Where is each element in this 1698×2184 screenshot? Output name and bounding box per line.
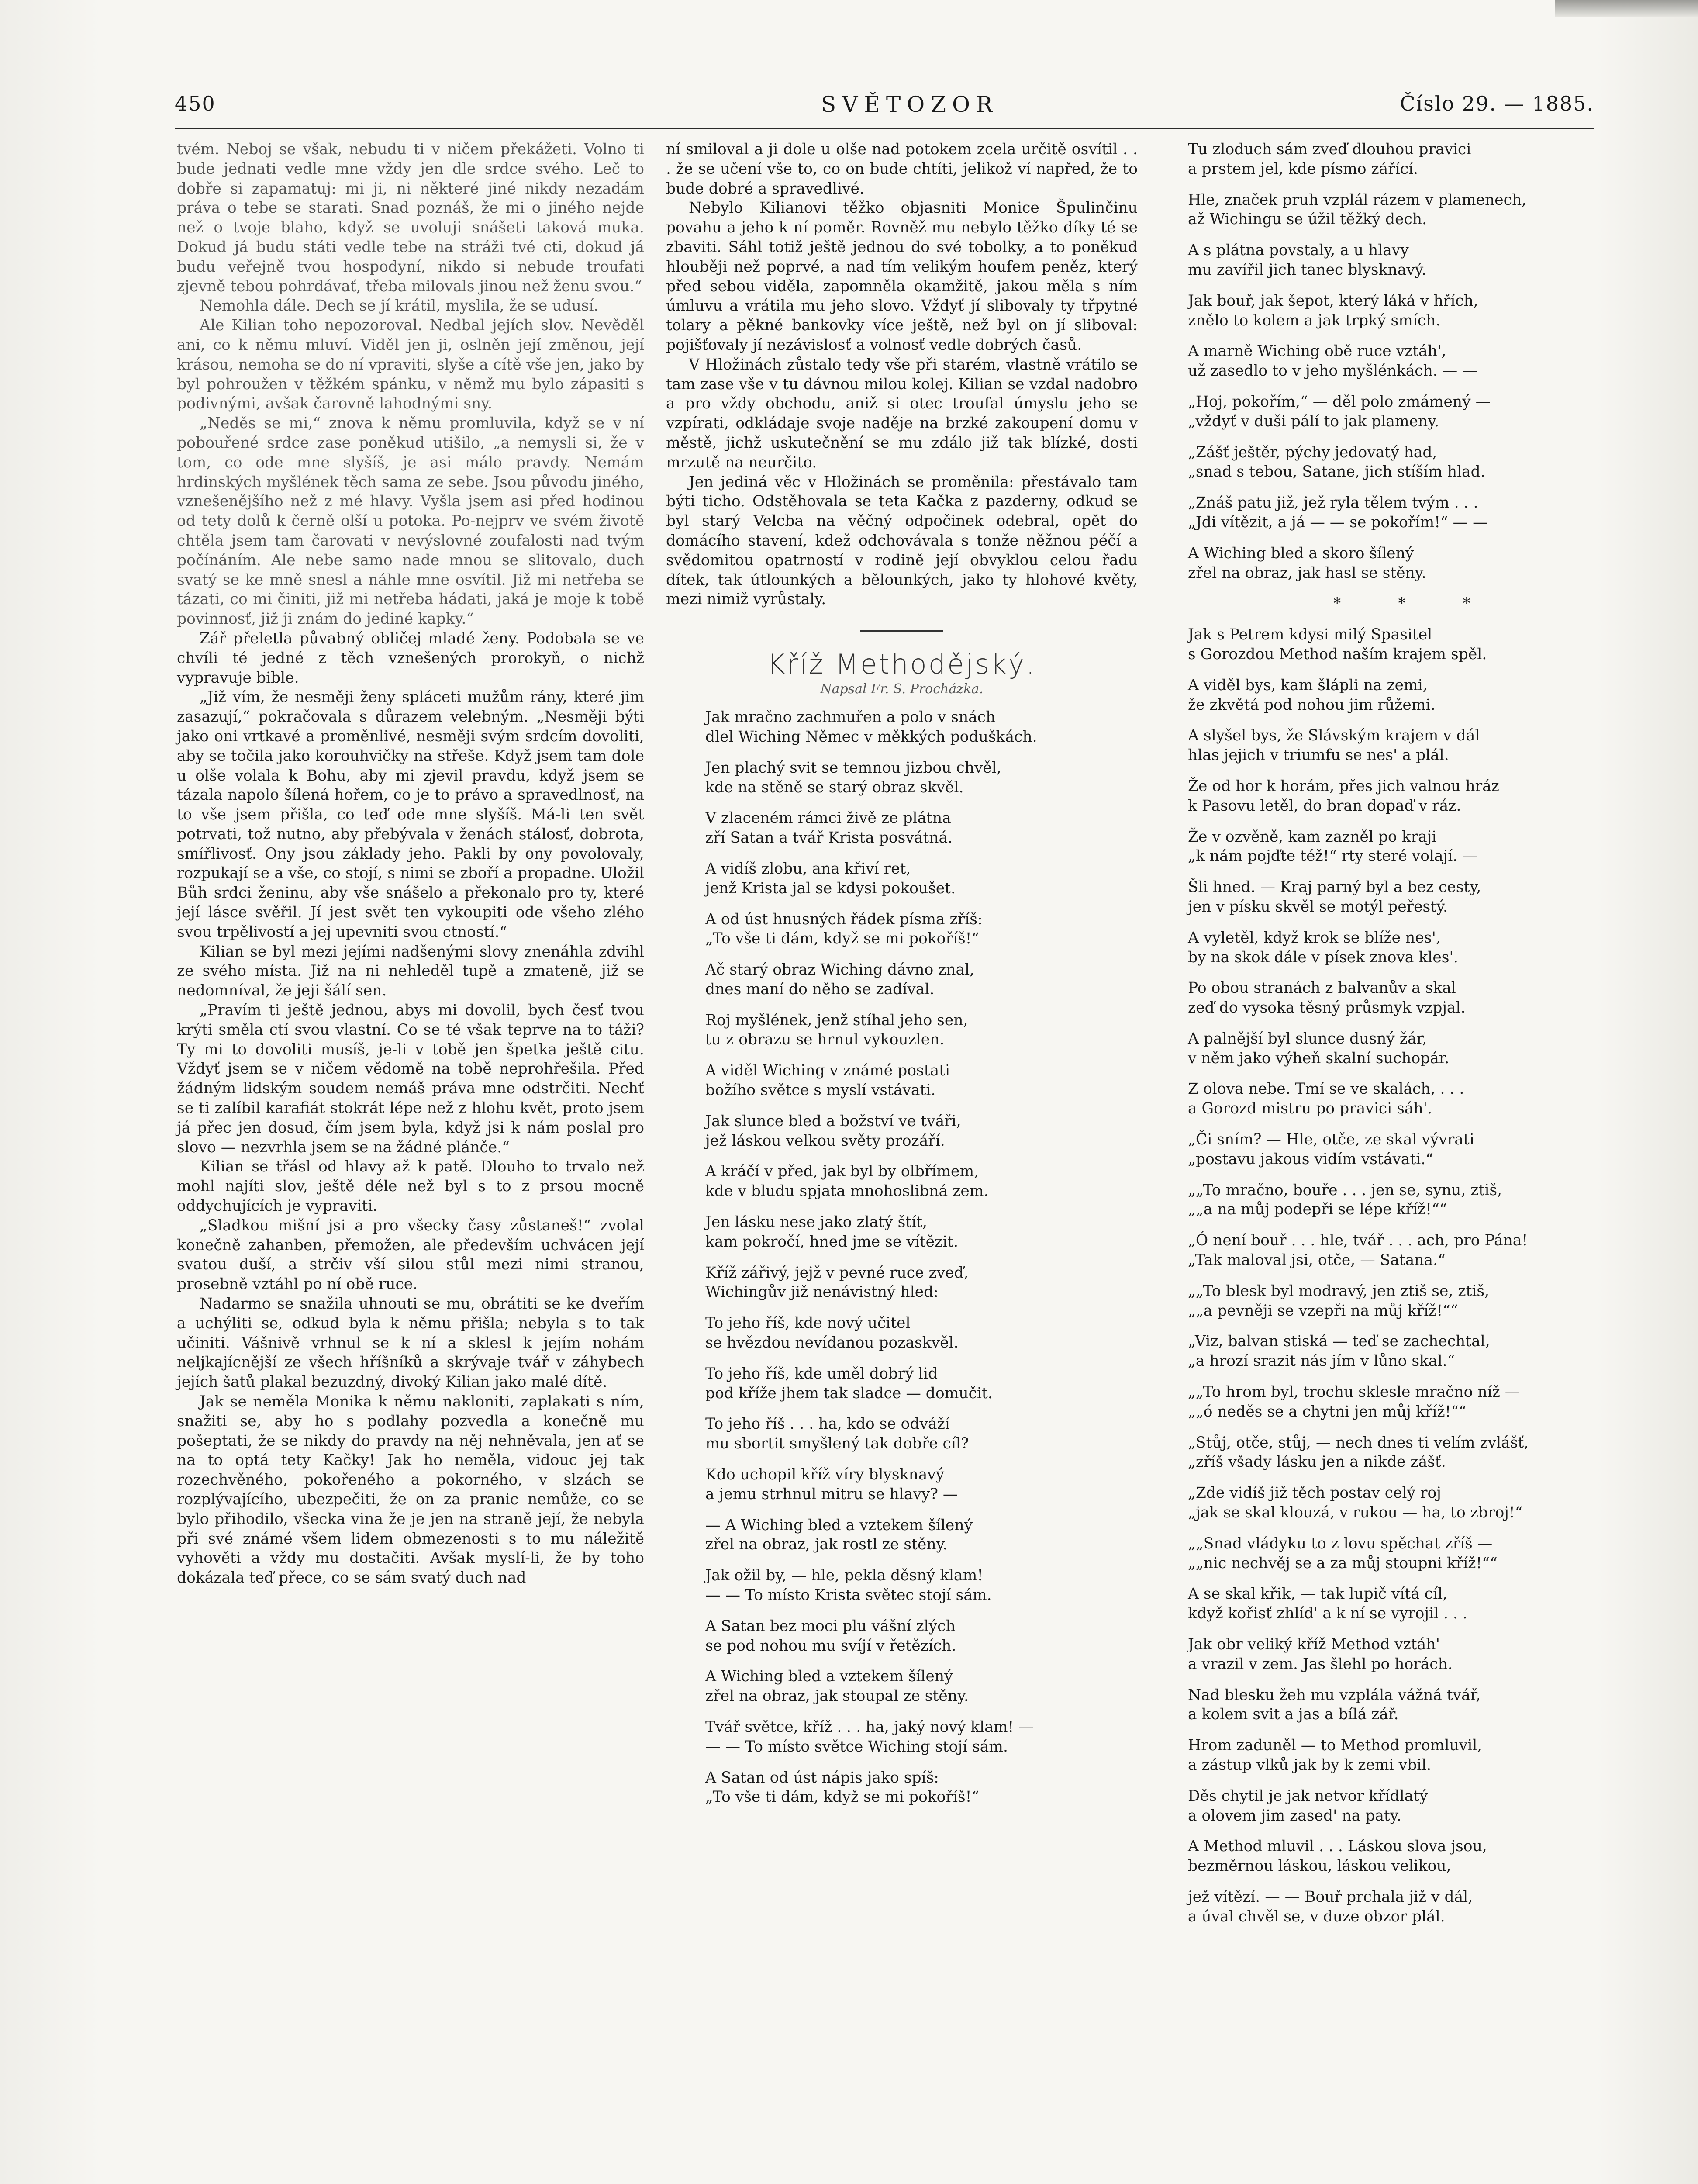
poem-line: božího světce s myslí vstávati. <box>705 1082 936 1099</box>
poem-line: „„To mračno, bouře . . . jen se, synu, ztiš, <box>1188 1181 1502 1199</box>
poem-line: zřel na obraz, jak stoupal ze stěny. <box>705 1687 969 1705</box>
poem-line: A viděl Wiching v známé postati <box>705 1062 950 1080</box>
poem-stanza <box>666 1263 1138 1303</box>
poem-line: Tu zloduch sám zveď dlouhou pravici <box>1188 141 1471 158</box>
poem-line: a vrazil v zem. Jas šlehl po horách. <box>1188 1655 1453 1673</box>
poem-line: A kráčí v před, jak byl by olbřímem, <box>705 1163 979 1181</box>
poem-line: „Znáš patu již, jež ryla tělem tvým . . . <box>1188 494 1478 512</box>
poem-line: „zříš všady lásku jen a nikde zášť. <box>1188 1453 1446 1471</box>
poem-stanza <box>666 1667 1138 1706</box>
poem-line: tu z obrazu se hrnul vykouzlen. <box>705 1031 945 1049</box>
poem-stanza <box>1188 443 1642 482</box>
poem-line: „vždyť v duši pálí to jak plameny. <box>1188 412 1439 430</box>
poem-stanza <box>1188 1635 1642 1674</box>
paragraph: V Hložinách zůstalo tedy vše při starém, vlastně vrátilo se tam zase vše v tu dávnou milou kolej. Kilian se vzdal nadobro a pro vždy obchodu, aniž si otec troufal úmyslu jeho se vzpírati, odkládaje svoje naděje na brzké zakoupení domu v městě, jichž uskutečnění se mu zdálo již tak blízké, dosti mrzutě na neurčito. <box>666 356 1138 471</box>
poem-line: kam pokročí, hned jme se vítězit. <box>705 1233 959 1251</box>
section-stars: * * * <box>1333 595 1497 613</box>
poem-stanza <box>1188 190 1642 230</box>
poem-line: a olovem jim zased' na paty. <box>1188 1807 1401 1825</box>
poem-line: Jak obr veliký kříž Method vztáh' <box>1188 1636 1440 1654</box>
poem-line: zřel na obraz, jak rostl ze stěny. <box>705 1536 948 1554</box>
poem-line: že zkvětá pod nohou jim růžemi. <box>1188 696 1436 714</box>
poem-line: Tvář světce, kříž . . . ha, jaký nový klam! — <box>705 1718 1034 1736</box>
poem-line: „„a na můj podepři se lépe kříž!““ <box>1188 1201 1447 1219</box>
poem-line: a Gorozd mistru po pravici sáh'. <box>1188 1100 1432 1118</box>
poem-line: mu sbortit smyšlený tak dobře cíl? <box>705 1435 969 1453</box>
poem-title: Kříž Methodějský. <box>767 648 1037 681</box>
poem-line: „„Snad vládyku to z lovu spěchat zříš — <box>1188 1534 1493 1552</box>
column-middle <box>666 140 1138 1818</box>
poem-line: pod kříže jhem tak sladce — domučit. <box>705 1384 993 1402</box>
poem-stanza <box>1188 493 1642 532</box>
poem-line: To jeho říš, kde nový učitel <box>705 1314 911 1332</box>
poem-line: „Hoj, pokořím,“ — děl polo zmámený — <box>1188 393 1491 411</box>
poem-line: A se skal křik, — tak lupič vítá cíl, <box>1188 1585 1448 1603</box>
poem-line: se hvězdou nevídanou pozaskvěl. <box>705 1334 959 1352</box>
poem-line: V zlaceném rámci živě ze plátna <box>705 809 951 827</box>
poem-stanza <box>1188 1483 1642 1523</box>
poem-line: dlel Wiching Němec v měkkých poduškách. <box>705 728 1037 746</box>
poem-line: a prstem jel, kde písmo zářící. <box>1188 160 1418 178</box>
poem-line: „„a pevněji se vzepři na můj kříž!““ <box>1188 1302 1458 1320</box>
column-left <box>177 140 644 1588</box>
poem-stanza <box>666 809 1138 848</box>
poem-stanza <box>1188 1079 1642 1119</box>
poem-line: zřel na obraz, jak hasl se stěny. <box>1188 564 1426 582</box>
poem-stanza <box>1188 1181 1642 1220</box>
poem-line: „snad s tebou, Satane, jich stíším hlad. <box>1188 463 1485 481</box>
poem-line: Jen plachý svit se temnou jizbou chvěl, <box>705 759 1001 777</box>
poem-stanza <box>1188 1433 1642 1472</box>
poem-line: a zástup vlků jak by k zemi vbil. <box>1188 1756 1432 1774</box>
poem-stanza <box>1188 1332 1642 1371</box>
paragraph: „Pravím ti ještě jednou, abys mi dovolil, bych česť tvou krýti směla ctí svou vlastní. Co se té však teprve na to táži? Ty mi to dovoliti musíš, je-li v tobě jen špetka ještě citu. Vždyť jsem se v ničem vědomě na tobě neprohřešila. Před žádným lidským soudem nemáš práva mne odstrčiti. Nechť se ti zalíbil karafiát stokrát lépe než z hlohu květ, proto jsem já přec jen dosud, čím jsem byla, když jsi k nám poslal pro slovo — nezvrhla jsem se na žádné plánče.“ <box>177 1002 644 1156</box>
poem-stanza <box>1188 726 1642 765</box>
paragraph: Kilian se třásl od hlavy až k patě. Dlouho to trvalo než mohl najíti slov, ještě déle než byl s to z prsou mocně oddychujících je vypraviti. <box>177 1158 644 1215</box>
paragraph: „Sladkou mišní jsi a pro všecky časy zůstaneš!“ zvolal konečně zahanben, přemožen, ale především uchvácen její svatou duší, a strčiv vší silou stůl mezi nimi stranou, prosebně vztáhl po ní obě ruce. <box>177 1216 644 1293</box>
poem-line: kde na stěně se starý obraz skvěl. <box>705 778 964 796</box>
poem-line: Kříž zářivý, jejž v pevné ruce zveď, <box>705 1264 969 1282</box>
poem-line: To jeho říš, kde uměl dobrý lid <box>705 1365 938 1382</box>
poem-stanza <box>666 859 1138 898</box>
poem-line: A marně Wiching obě ruce vztáh', <box>1188 342 1446 360</box>
poem-stanza <box>1188 1534 1642 1573</box>
paragraph: Kilian se byl mezi jejími nadšenými slovy znenáhla zdvihl ze svého místa. Již na ni nehleděl tupě a zmateně, již se nedomníval, že jeji šálí sen. <box>177 943 644 1000</box>
paragraph: „Neděs se mi,“ znova k němu promluvila, když se v ní pobouřené srdce zase poněkud utišilo, „a nemysli si, že v tom, co ode mne slyšíš, je asi málo pravdy. Nemám hrdinských myšlének těch sama ze sebe. Jsou původu jiného, vznešenějšího než z mé hlavy. Vyšla jsem asi před hodinou od tety dolů k černě olší u potoka. Po-nejprv ve svém životě chtěla jsem tam čarovati v nevýslovné zoufalosti nad tvým počínáním. Ale nebe samo nade mnou se slitovalo, duch svatý se ke mně snesl a náhle mne osvítil. Již mi netřeba se tázati, co mi činiti, již mi netřeba hádati, jaká je moje k tobě povinnosť, již ji znám do jediné kapky.“ <box>177 415 644 628</box>
poem-stanza <box>1188 978 1642 1018</box>
poem-line: A s plátna povstaly, a u hlavy <box>1188 242 1409 259</box>
poem-line: A Method mluvil . . . Láskou slova jsou, <box>1188 1838 1487 1856</box>
poem-line: A viděl bys, kam šlápli na zemi, <box>1188 676 1428 694</box>
poem-line: až Wichingu se úžil těžký dech. <box>1188 211 1427 228</box>
poem-line: Že od hor k horám, přes jich valnou hráz <box>1188 777 1499 795</box>
poem-stanza <box>1188 544 1642 583</box>
poem-line: „Tak maloval jsi, otče, — Satana.“ <box>1188 1251 1446 1269</box>
poem-line: a jemu strhnul mitru se hlavy? — <box>705 1485 958 1503</box>
page-number: 450 <box>175 92 216 115</box>
issue-label: Číslo 29. — 1885. <box>1400 92 1594 115</box>
poem-stanza <box>666 1414 1138 1454</box>
poem-line: „k nám pojďte též!“ rty steré volají. — <box>1188 847 1477 865</box>
poem-line: už zasedlo to v jeho myšlénkách. — — <box>1188 362 1477 380</box>
poem-line: znělo to kolem a jak trpký smích. <box>1188 311 1441 329</box>
poem-stanza <box>666 1364 1138 1403</box>
poem-line: „a hrozí srazit nás jím v lůno skal.“ <box>1188 1352 1455 1370</box>
poem-stanza <box>1188 928 1642 968</box>
poem-stanza <box>666 708 1138 747</box>
poem-line: s Gorozdou Method naším krajem spěl. <box>1188 645 1487 663</box>
story-conclusion <box>666 140 1138 609</box>
poem-line: A slyšel bys, že Slávským krajem v dál <box>1188 727 1480 745</box>
poem-line: jež vítězí. — — Bouř prchala již v dál, <box>1188 1888 1473 1906</box>
poem-line: Ač starý obraz Wiching dávno znal, <box>705 961 975 979</box>
poem-stanza <box>1188 291 1642 331</box>
poem-stanza <box>666 1617 1138 1656</box>
poem-stanza <box>1188 140 1642 179</box>
poem-stanza <box>666 758 1138 798</box>
section-divider <box>860 630 943 632</box>
column-right <box>1188 140 1642 1938</box>
poem-stanza <box>666 1313 1138 1353</box>
poem-stanza <box>666 960 1138 999</box>
poem-line: „postavu jakous vidím vstávati.“ <box>1188 1150 1433 1168</box>
page-edge-shadow <box>1555 0 1698 17</box>
poem-stanza <box>1188 1231 1642 1270</box>
poem-stanza <box>666 1768 1138 1807</box>
paragraph: Nemohla dále. Dech se jí krátil, myslila, že se udusí. <box>200 297 599 315</box>
poem-body-part-1 <box>666 708 1138 1807</box>
poem-line: Wichingův již nenávistný hled: <box>705 1283 939 1301</box>
poem-line: Po obou stranách z balvanův a skal <box>1188 979 1456 997</box>
poem-line: To jeho říš . . . ha, kdo se odváží <box>705 1415 950 1433</box>
paragraph: Zář přeletla půvabný obličej mladé ženy. Podobala se ve chvíli té jedné z těch vznešených prorokyň, o nichž vypravuje bible. <box>177 629 644 687</box>
poem-line: A vidíš zlobu, ana křiví ret, <box>705 860 911 878</box>
poem-line: zří Satan a tvář Krista posvátná. <box>705 829 953 847</box>
poem-line: „Stůj, otče, stůj, — nech dnes ti velím zvlášť, <box>1188 1434 1529 1451</box>
poem-stanza <box>1188 1029 1642 1068</box>
publication-title: SVĚTOZOR <box>821 92 999 117</box>
poem-line: „Zde vidíš již těch postav celý roj <box>1188 1484 1441 1502</box>
poem-stanza <box>666 1162 1138 1201</box>
poem-stanza <box>1188 777 1642 816</box>
paragraph: Nadarmo se snažila uhnouti se mu, obrátiti se ke dveřím a uchýliti se, odkud byla k němu přišla; nebyla s to tak učiniti. Vášnivě vrhnul se k ní a sklesl k jejím nohám neljkajícnější ze všech hříšníků a skrývaje tvář v záhybech jejích šatů plakal bezuzdný, divoký Kilian jako malé dítě. <box>177 1295 644 1391</box>
poem-line: „To vše ti dám, když se mi pokoříš!“ <box>705 930 980 948</box>
poem-stanza <box>1188 1736 1642 1775</box>
poem-line: „jak se skal klouzá, v rukou — ha, to zbroj!“ <box>1188 1504 1523 1522</box>
poem-line: A vyletěl, když krok se blíže nes', <box>1188 929 1441 947</box>
poem-line: A Satan bez moci plu vášní zlých <box>705 1617 956 1635</box>
poem-line: Jak slunce bled a božství ve tváři, <box>705 1112 961 1130</box>
poem-line: Šli hned. — Kraj parný byl a bez cesty, <box>1188 878 1481 896</box>
poem-stanza <box>1188 1130 1642 1169</box>
poem-line: Hrom zaduněl — to Method promluvil, <box>1188 1737 1482 1755</box>
poem-line: Děs chytil je jak netvor křídlatý <box>1188 1787 1428 1805</box>
poem-stanza <box>666 1011 1138 1050</box>
poem-body-part-3 <box>1188 625 1642 1926</box>
paragraph: „Již vím, že nesměji ženy spláceti mužům rány, které jim zasazují,“ pokračovala s důrazem velebným. „Nesměji býti jako oni vrtkavé a proměnlivé, nesměji svým srdcím dovoliti, aby se točila jako korouhvičky na střeše. Když jsem tam dole u olše volala k Bohu, aby mi zjevil pravdu, když jsem se tázala napolo šílená hořem, co je to právo a spravedlnosť, na to vše jsem přišla, co teď ode mne slyšíš. Má-li ten svět potrvati, tož nutno, aby přebývala v ženách stálosť, dobrota, smířlivosť. Ony jsou základy jeho. Pakli by ony povolovaly, rozpukají se a vše, co stojí, s nimi se zboří a propadne. Uložil Bůh srdci ženinu, aby vše snášelo a překonalo pro ty, které její lásce svěřil. Jí jest svět ten vykoupiti ode všeho zlého svou trpělivostí a jej upevniti svou ctností.“ <box>177 688 644 941</box>
poem-line: A Satan od úst nápis jako spíš: <box>705 1769 939 1787</box>
poem-line: „„ó neděs se a chytni jen můj kříž!““ <box>1188 1403 1467 1420</box>
poem-line: Z olova nebe. Tmí se ve skalách, . . . <box>1188 1080 1464 1098</box>
poem-stanza <box>666 1465 1138 1504</box>
poem-line: Kdo uchopil kříž víry blysknavý <box>705 1466 945 1484</box>
poem-line: „To vše ti dám, když se mi pokoříš!“ <box>705 1788 980 1806</box>
poem-stanza <box>1188 342 1642 381</box>
poem-line: „Viz, balvan stiská — teď se zachechtal, <box>1188 1333 1490 1351</box>
poem-line: Že v ozvěně, kam zazněl po kraji <box>1188 828 1437 846</box>
poem-line: Jak mračno zachmuřen a polo v snách <box>705 708 996 726</box>
poem-byline: Napsal Fr. S. Procházka. <box>820 681 984 697</box>
poem-stanza <box>1188 241 1642 280</box>
poem-line: zeď do vysoka těsný průsmyk vzpjal. <box>1188 999 1466 1017</box>
poem-line: „Zášť ještěr, pýchy jedovatý had, <box>1188 443 1437 461</box>
poem-stanza <box>666 1566 1138 1605</box>
poem-stanza <box>1188 1837 1642 1876</box>
poem-line: když kořisť zhlíd' a k ní se vyrojil . . . <box>1188 1605 1467 1623</box>
poem-stanza <box>1188 1584 1642 1624</box>
poem-stanza <box>666 1112 1138 1151</box>
poem-line: Jak bouř, jak šepot, který láká v hřích, <box>1188 292 1478 310</box>
poem-line: „Jdi vítězit, a já — — se pokořím!“ — — <box>1188 513 1488 531</box>
paragraph: ní smiloval a ji dole u olše nad potokem zcela určitě osvítil . . . že se učení vše to, co on bude chtíti, jelikož ví napřed, že to bude dobré a spravedlivé. <box>666 141 1138 197</box>
poem-line: se pod nohou mu svíjí v řetězích. <box>705 1637 956 1655</box>
poem-stanza <box>1188 676 1642 715</box>
paragraph: Nebylo Kilianovi těžko objasniti Monice Špulinčinu povahu a jeho k ní poměr. Rovněž mu nebylo těžko díky té se zbaviti. Sáhl totiž ještě jednou do své tobolky, a to poněkud hlouběji než poprvé, a nad tím velikým houfem peněz, který před sebou viděla, zapomněla okamžitě, jakou měla s ním úmluvu a vrátila mu jeho slovo. Vždyť jí slibovaly ty třpytné tolary a pěkné bankovky více ještě, než byl on jí sliboval: pojišťovaly jí nezávislosť a volnosť vedle dobrých časů. <box>666 199 1138 354</box>
poem-line: Jen lásku nese jako zlatý štít, <box>705 1213 927 1231</box>
poem-stanza <box>1188 1382 1642 1422</box>
poem-line: a kolem svit a jas a bílá zář. <box>1188 1706 1399 1724</box>
poem-line: mu zavířil jich tanec blysknavý. <box>1188 261 1426 279</box>
poem-line: „Či sním? — Hle, otče, ze skal vývrati <box>1188 1131 1474 1149</box>
poem-line: dnes maní do něho se zadíval. <box>705 980 935 998</box>
poem-line: jen v písku skvěl se motýl peřestý. <box>1188 898 1448 916</box>
poem-body-part-2 <box>1188 140 1642 583</box>
poem-stanza <box>1188 827 1642 867</box>
paragraph: Jen jediná věc v Hložinách se proměnila: přestávalo tam býti ticho. Odstěhovala se teta Kačka z pazderny, odkud se byl starý Velcba na věčný odpočinek odebral, opět do domácího stavení, kdež odchovávala s tonže něžnou péčí a svědomitou opatrností v rodině její obvyklou celou řadu dítek, tak útlounkých a bělounkých, jako ty hlohové květy, mezi nimiž vyrůstaly. <box>666 473 1138 608</box>
poem-stanza <box>666 1717 1138 1757</box>
poem-line: A Wiching bled a vztekem šílený <box>705 1668 953 1686</box>
poem-line: A palnější byl slunce dusný žár, <box>1188 1030 1427 1047</box>
paragraph: Jak se neměla Monika k němu nakloniti, zaplakati s ním, snažiti se, aby ho s podlahy pozvedla a konečně mu pošeptati, že se nikdy do pravdy na něj nehněvala, jen ať se na to optá tety Kačky! Jak ho neměla, vidouc jej tak rozechvěného, pokořeného a pokorného, v slzách se rozplývajícího, ubezpečiti, že on za pranic nemůže, co se bylo přihodilo, všecka vina že je jen na straně její, že nebyla při své známé všem lidem obmezenosti s to mu náležitě vyhověti a vždy mu dostačiti. Avšak myslí-li, že by toho dokázala teď přece, co se sám svatý duch nad <box>177 1393 644 1587</box>
poem-stanza <box>1188 1787 1642 1826</box>
poem-stanza <box>1188 392 1642 432</box>
poem-line: Jak ožil by, — hle, pekla děsný klam! <box>705 1567 984 1585</box>
poem-line: by na skok dále v písek znova kles'. <box>1188 948 1458 966</box>
poem-line: a úval chvěl se, v duze obzor plál. <box>1188 1908 1445 1925</box>
poem-line: k Pasovu letěl, do bran dopaď v ráz. <box>1188 797 1461 815</box>
poem-stanza <box>1188 878 1642 917</box>
poem-line: bezměrnou láskou, láskou velikou, <box>1188 1857 1451 1875</box>
poem-line: „„To hrom byl, trochu sklesle mračno níž — <box>1188 1383 1520 1401</box>
poem-line: — — To místo Krista světec stojí sám. <box>705 1586 992 1604</box>
header-rule <box>175 128 1594 129</box>
poem-stanza <box>1188 1887 1642 1927</box>
poem-stanza <box>1188 1686 1642 1725</box>
poem-line: kde v bludu spjata mnohoslibná zem. <box>705 1182 989 1200</box>
poem-line: Nad blesku žeh mu vzplála vážná tvář, <box>1188 1686 1481 1704</box>
poem-line: A od úst hnusných řádek písma zříš: <box>705 910 983 928</box>
poem-line: „„To blesk byl modravý, jen ztiš se, ztiš, <box>1188 1282 1490 1300</box>
poem-line: Roj myšlének, jenž stíhal jeho sen, <box>705 1011 968 1029</box>
poem-stanza <box>1188 1282 1642 1321</box>
poem-line: Jak s Petrem kdysi milý Spasitel <box>1188 626 1432 644</box>
poem-line: hlas jejich v triumfu se nes' a plál. <box>1188 746 1449 764</box>
poem-line: „„nic nechvěj se a za můj stoupni kříž!““ <box>1188 1554 1498 1572</box>
poem-line: Hle, značek pruh vzplál rázem v plamenech, <box>1188 191 1527 209</box>
poem-line: jenž Krista jal se kdysi pokoušet. <box>705 879 956 897</box>
poem-stanza <box>666 910 1138 949</box>
poem-line: „Ó není bouř . . . hle, tvář . . . ach, pro Pána! <box>1188 1232 1528 1250</box>
poem-line: jež láskou velkou světy prozáří. <box>705 1132 945 1150</box>
page-header <box>175 87 1594 122</box>
paragraph: tvém. Neboj se však, nebudu ti v ničem překážeti. Volno ti bude jednati vedle mne vždy jen dle srdce svého. Leč to dobře si zapamatuj: mi ji, ni některé jiné nikdy nezadám práva o tebe se starati. Snad poznáš, že mi o jiného nejde než o tvoje blaho, když se uvoluji snášeti taková muka. Dokud já budu státi vedle tebe na stráži tvé cti, dokud já budu veřejně tvou hospodyní, nikdo si nebude troufati zjevně tebou pohrdávať, třeba milovals jinou než ženu svou.“ <box>177 141 644 295</box>
poem-line: A Wiching bled a skoro šílený <box>1188 544 1414 562</box>
poem-line: v něm jako výheň skalní suchopár. <box>1188 1049 1450 1067</box>
poem-line: — A Wiching bled a vztekem šílený <box>705 1516 973 1534</box>
poem-stanza <box>666 1516 1138 1555</box>
paragraph: Ale Kilian toho nepozoroval. Nedbal jejích slov. Nevěděl ani, co k němu mluví. Viděl jen ji, oslněn její změnou, její krásou, nemoha se do ní vpraviti, slyše a cítě vše jen, jako by byl pohroužen v těžkém spánku, v němž mu bylo zápasiti s podivnými, avšak čarovně lahodnými sny. <box>177 317 644 413</box>
poem-stanza <box>1188 625 1642 664</box>
poem-line: — — To místo světce Wiching stojí sám. <box>705 1738 1008 1755</box>
poem-stanza <box>666 1213 1138 1252</box>
poem-stanza <box>666 1061 1138 1100</box>
